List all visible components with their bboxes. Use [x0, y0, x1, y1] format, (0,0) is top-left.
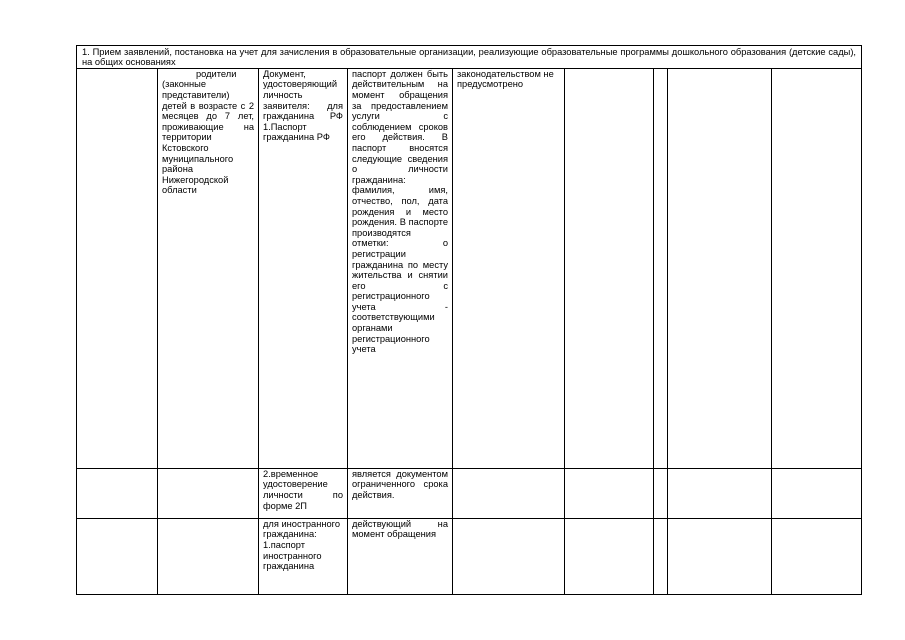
empty-cell — [668, 518, 772, 594]
empty-cell — [654, 468, 668, 518]
note-text: законодательством не предусмотрено — [457, 68, 554, 90]
empty-cell — [654, 518, 668, 594]
section-heading-row — [77, 46, 862, 69]
note-cell — [453, 68, 565, 468]
requirements-text: является документом ограниченного срока действия. — [352, 468, 448, 500]
table-row — [77, 468, 862, 518]
requirements-text: паспорт должен быть действительным на момент обращения за предоставлением услуги с соблюдением сроков его действия. В паспорт вносятся следующие сведения о личности гражданина: фамилия, имя, отчество, пол, дата рождения и место рождения. В паспорте производятся отметки: о регистрации гражданина по месту жительства и снятии его с регистрационного учета - соответствующими органами регистрационного учета — [352, 68, 448, 355]
requirements-text: действующий на момент обращения — [352, 518, 448, 540]
document-text: 2.временное удостоверение личности по форме 2П — [263, 468, 343, 511]
document-text: для иностранного гражданина: 1.паспорт иностранного гражданина — [263, 518, 341, 572]
empty-cell — [772, 518, 862, 594]
table-row — [77, 68, 862, 468]
empty-cell — [77, 68, 158, 468]
requirements-cell — [348, 68, 453, 468]
empty-cell — [77, 468, 158, 518]
applicants-cell — [158, 518, 259, 594]
document-table — [76, 45, 862, 595]
empty-cell — [654, 68, 668, 468]
note-cell — [453, 468, 565, 518]
empty-cell — [77, 518, 158, 594]
document-cell — [259, 68, 348, 468]
empty-cell — [772, 68, 862, 468]
note-cell — [453, 518, 565, 594]
empty-cell — [668, 68, 772, 468]
document-text: Документ, удостоверяющий личность заявителя: для гражданина РФ 1.Паспорт гражданина РФ — [263, 68, 343, 143]
empty-cell — [565, 68, 654, 468]
table-row — [77, 518, 862, 594]
empty-cell — [772, 468, 862, 518]
document-cell — [259, 468, 348, 518]
requirements-cell — [348, 518, 453, 594]
applicants-text: родители (законные представители) детей в возрасте с 2 месяцев до 7 лет, проживающие на территории Кстовского муниципального района Нижегородской области — [162, 68, 254, 196]
applicants-cell — [158, 468, 259, 518]
section-heading: 1. Прием заявлений, постановка на учет для зачисления в образовательные организации, реализующие образовательные программы дошкольного образования (детские сады), на общих основаниях — [77, 46, 862, 69]
empty-cell — [668, 468, 772, 518]
applicants-cell — [158, 68, 259, 468]
empty-cell — [565, 518, 654, 594]
empty-cell — [565, 468, 654, 518]
document-cell — [259, 518, 348, 594]
requirements-cell — [348, 468, 453, 518]
